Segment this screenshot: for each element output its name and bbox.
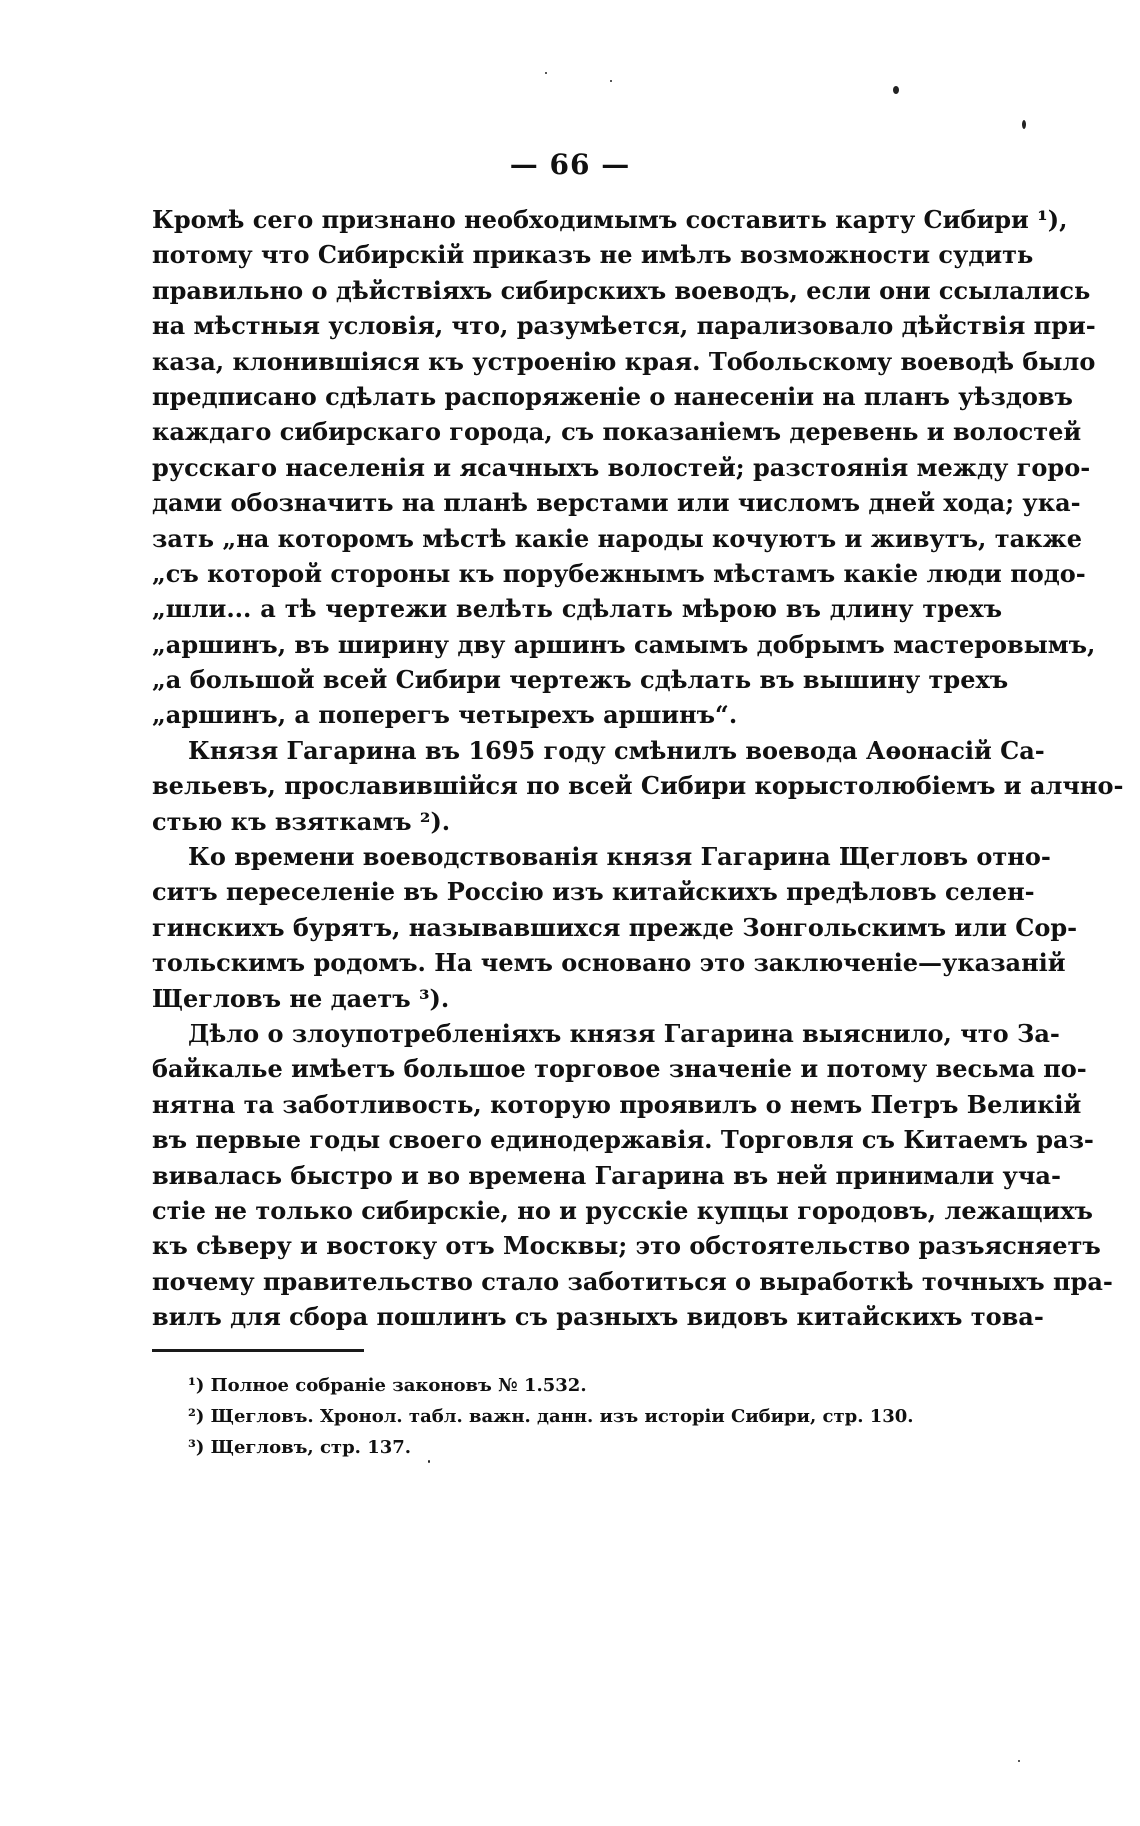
text-line: вельевъ, прославившійся по всей Сибири корыстолюбіемъ и алчно- (152, 771, 1124, 801)
text-line: на мѣстныя условія, что, разумѣется, парализовало дѣйствія при- (152, 311, 1096, 341)
text-line: ситъ переселеніе въ Россію изъ китайскихъ предѣловъ селен- (152, 877, 1035, 907)
footnote-divider (152, 1349, 364, 1352)
scan-speck (545, 72, 547, 74)
text-line: байкалье имѣетъ большое торговое значеніе и потому весьма по- (152, 1054, 1087, 1084)
text-line: „съ которой стороны къ порубежнымъ мѣстамъ какіе люди подо- (152, 558, 1086, 588)
text-line: дами обозначить на планѣ верстами или числомъ дней хода; ука- (152, 488, 1081, 518)
footnote-3: ³) Щегловъ, стр. 137. (188, 1437, 412, 1458)
text-line: почему правительство стало заботиться о выработкѣ точныхъ пра- (152, 1266, 1113, 1296)
text-line: нятна та заботливость, которую проявилъ о немъ Петръ Великій (152, 1089, 1082, 1119)
page-number: — 66 — (509, 148, 631, 181)
text-line: Кромѣ сего признано необходимымъ составить карту Сибири ¹), (152, 205, 1068, 234)
scan-speck (428, 1460, 430, 1463)
text-line: стіе не только сибирскіе, но и русскіе купцы городовъ, лежащихъ (152, 1195, 1093, 1225)
text-line: вилъ для сбора пошлинъ съ разныхъ видовъ китайскихъ това- (152, 1302, 1044, 1332)
text-line: „шли... а тѣ чертежи велѣть сдѣлать мѣрою въ длину трехъ (152, 594, 1002, 624)
text-line: „аршинъ, въ ширину дву аршинъ самымъ добрымъ мастеровымъ, (152, 629, 1096, 659)
paragraph-2 (152, 733, 1124, 839)
text-line: въ первые годы своего единодержавія. Торговля съ Китаемъ раз- (152, 1125, 1094, 1155)
text-line: тольскимъ родомъ. На чемъ основано это заключеніе—указаній (152, 948, 1066, 978)
text-line: Дѣло о злоупотребленіяхъ князя Гагарина выяснило, что За- (188, 1018, 1060, 1048)
scan-speck (1018, 1760, 1020, 1762)
text-line: каждаго сибирскаго города, съ показаніемъ деревень и волостей (152, 417, 1082, 447)
text-line: къ сѣверу и востоку отъ Москвы; это обстоятельство разъясняетъ (152, 1231, 1101, 1261)
paragraph-4 (152, 1016, 1113, 1335)
scan-speck (1022, 120, 1026, 129)
text-line: потому что Сибирскій приказъ не имѣлъ возможности судить (152, 240, 1034, 270)
footnotes (188, 1370, 968, 1463)
text-line: правильно о дѣйствіяхъ сибирскихъ воеводъ, если они ссылались (152, 275, 1091, 305)
text-line: предписано сдѣлать распоряженіе о нанесеніи на планъ уѣздовъ (152, 381, 1073, 411)
text-line: вивалась быстро и во времена Гагарина въ ней принимали уча- (152, 1160, 1061, 1190)
paragraph-1 (152, 202, 1096, 733)
footnote-2: ²) Щегловъ. Хронол. табл. важн. данн. изъ исторіи Сибири, стр. 130. (188, 1406, 914, 1427)
text-line: гинскихъ бурятъ, называвшихся прежде Зонгольскимъ или Сор- (152, 912, 1078, 942)
scan-speck (610, 80, 612, 82)
body-text (152, 202, 1124, 1335)
text-line: зать „на которомъ мѣстѣ какіе народы кочуютъ и живутъ, также (152, 523, 1082, 553)
paragraph-3 (152, 839, 1078, 1016)
text-line: „аршинъ, а поперегъ четырехъ аршинъ“. (152, 700, 738, 730)
text-line: Ко времени воеводствованія князя Гагарина Щегловъ отно- (188, 842, 1051, 872)
footnote-1: ¹) Полное собраніе законовъ № 1.532. (188, 1375, 587, 1396)
text-line: Щегловъ не даетъ ³). (152, 983, 450, 1013)
text-line: Князя Гагарина въ 1695 году смѣнилъ воевода Аѳонасій Са- (188, 735, 1045, 765)
text-line: каза, клонившіяся къ устроенію края. Тобольскому воеводѣ было (152, 346, 1096, 376)
text-line: стью къ взяткамъ ²). (152, 806, 451, 836)
scan-speck (893, 86, 899, 94)
text-line: „а большой всей Сибири чертежъ сдѣлать въ вышину трехъ (152, 665, 1009, 695)
text-line: русскаго населенія и ясачныхъ волостей; разстоянія между горо- (152, 452, 1091, 482)
